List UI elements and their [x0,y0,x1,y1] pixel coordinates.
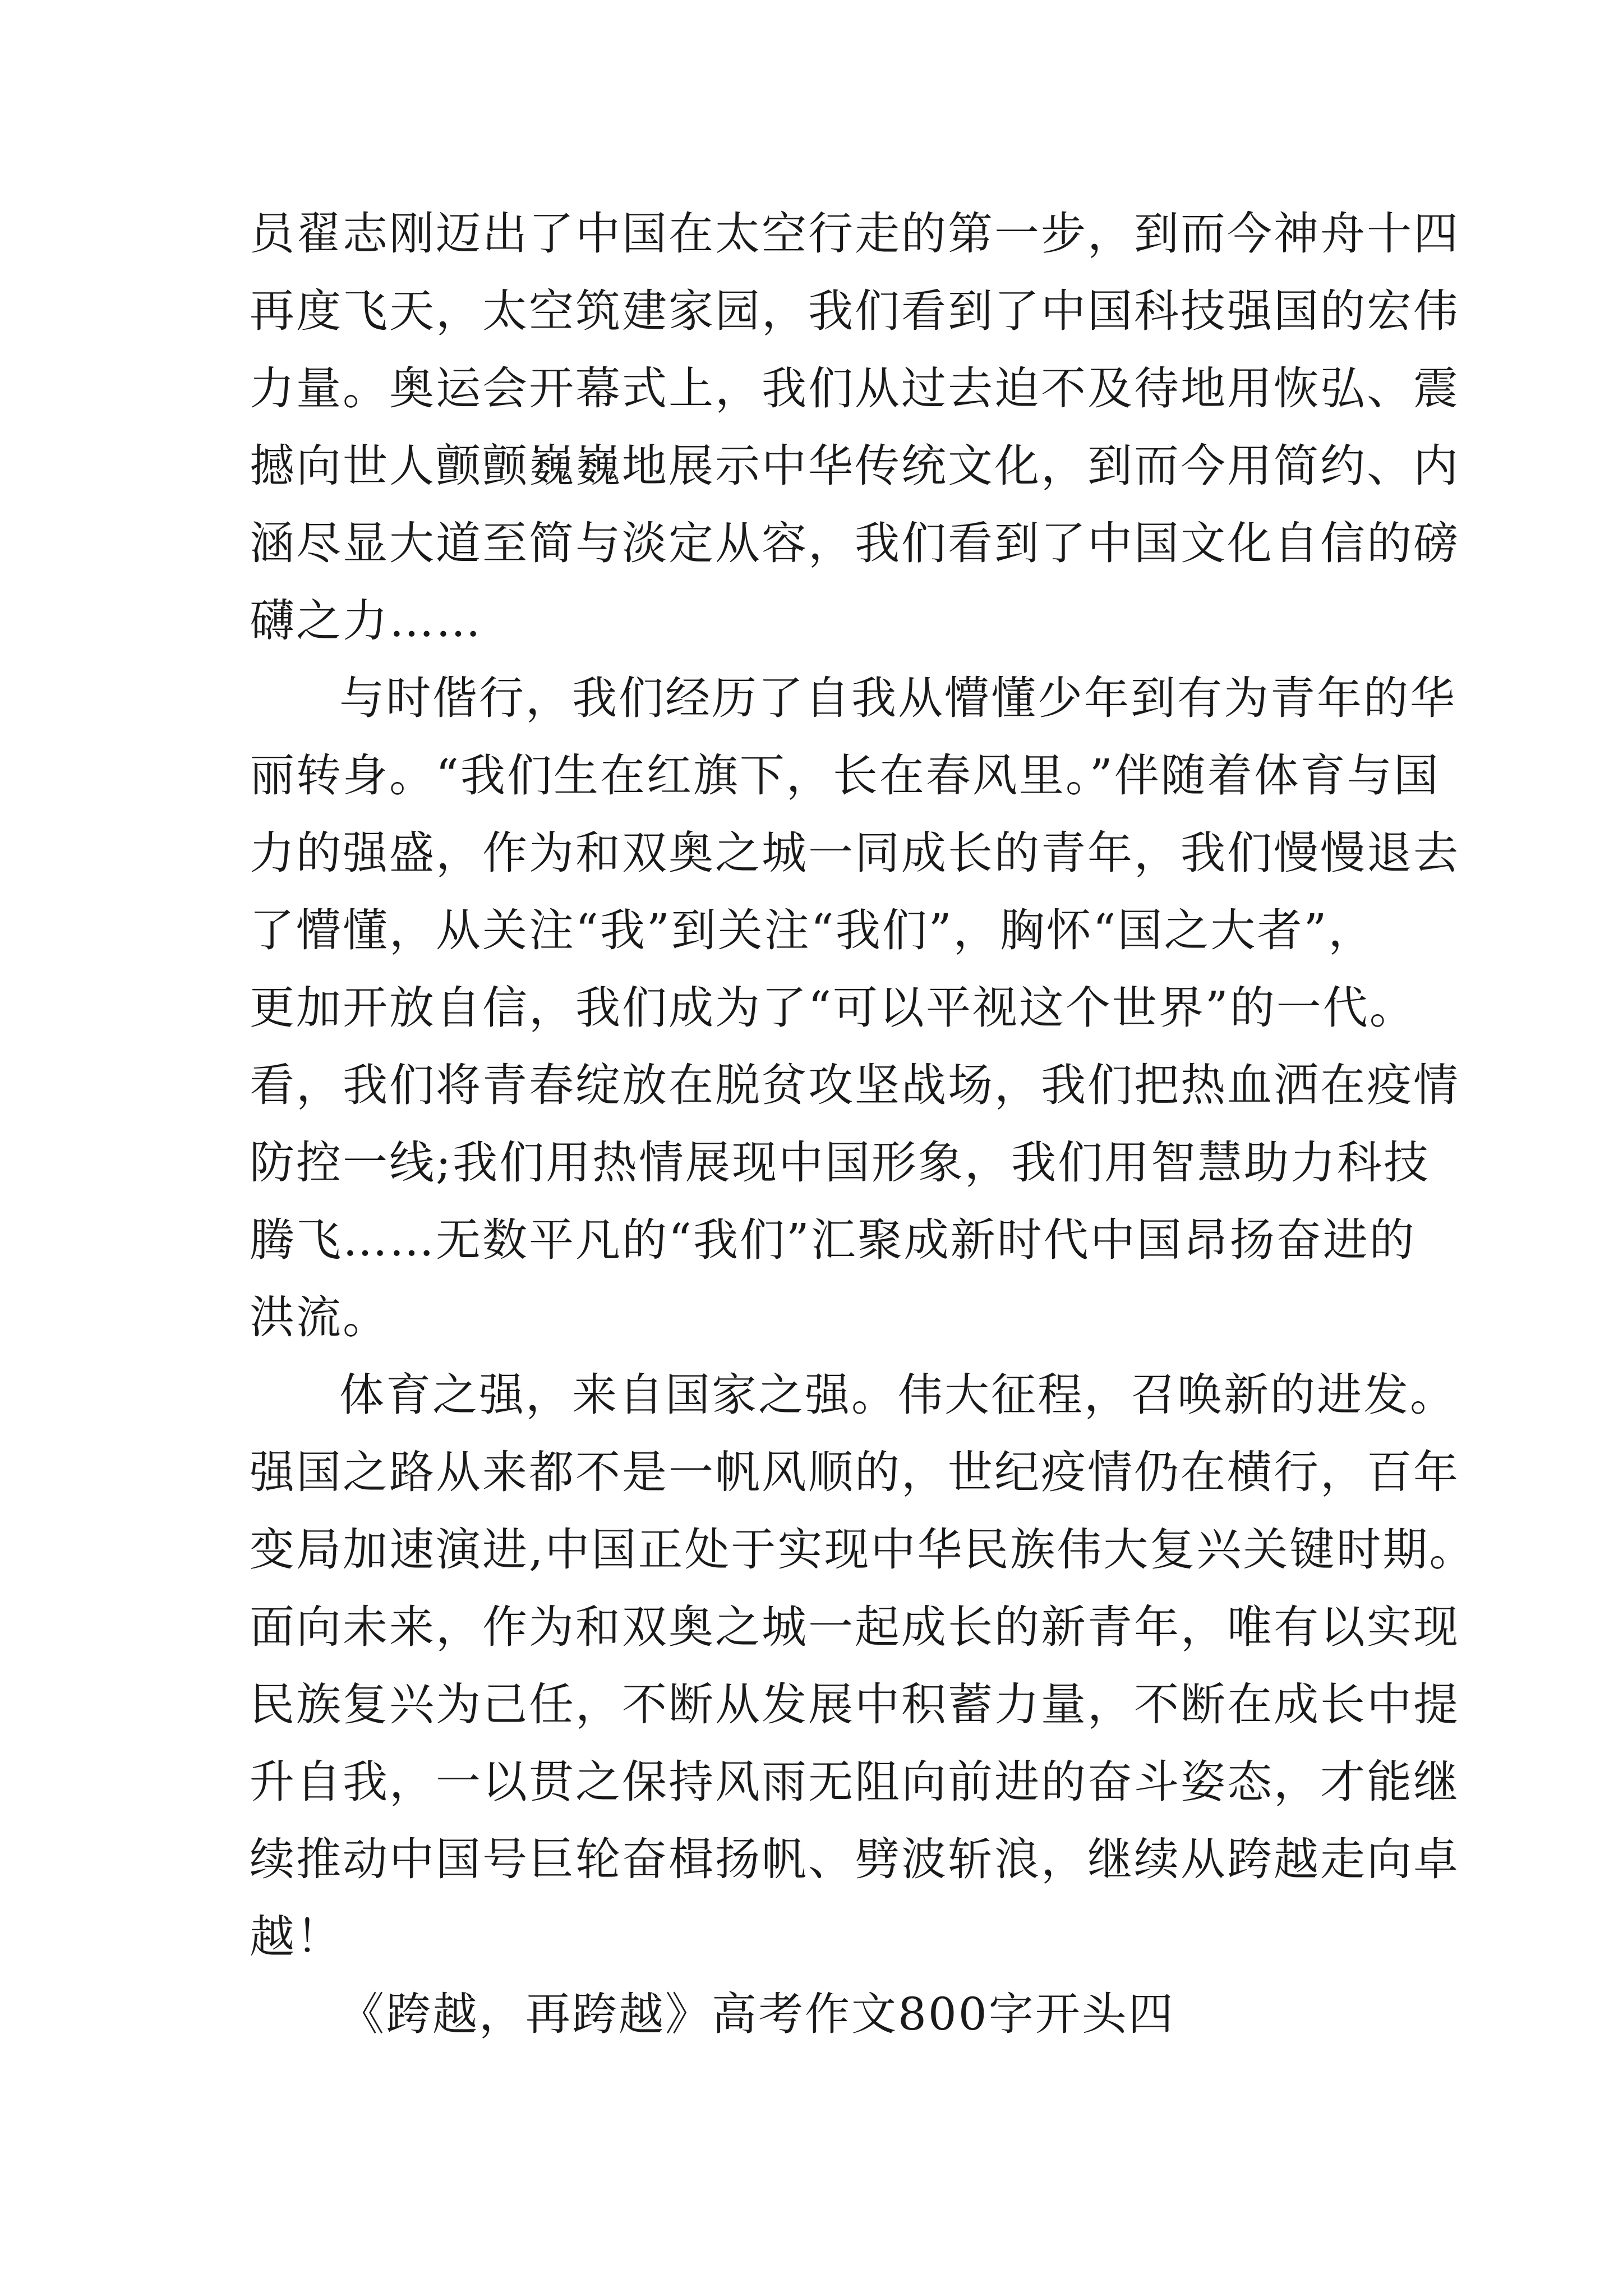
text-line: 续推动中国号巨轮奋楫扬帆、劈波斩浪，继续从跨越走向卓 [250,1833,1460,1885]
text-line: 升自我，一以贯之保持风雨无阻向前进的奋斗姿态，才能继 [250,1756,1460,1808]
text-line: 越！ [250,1911,343,1963]
text-line: 面向未来，作为和双奥之城一起成长的新青年，唯有以实现 [250,1601,1460,1653]
text-line: 礴之力…… [250,595,482,647]
text-line: 丽转身。“我们生在红旗下，长在春风里。”伴随着体育与国 [250,749,1440,802]
text-line: 员翟志刚迈出了中国在太空行走的第一步，到而今神舟十四 [250,208,1460,260]
paragraph-start-line: 与时偕行，我们经历了自我从懵懂少年到有为青年的华 [339,672,1456,724]
text-line: 腾飞……无数平凡的“我们”汇聚成新时代中国昂扬奋进的 [250,1214,1416,1266]
text-line: 防控一线;我们用热情展现中国形象，我们用智慧助力科技 [250,1137,1430,1189]
text-line: 涵尽显大道至简与淡定从容，我们看到了中国文化自信的磅 [250,517,1460,569]
text-line: 变局加速演进,中国正处于实现中华民族伟大复兴关键时期。 [250,1524,1476,1576]
text-line: 再度飞天，太空筑建家园，我们看到了中国科技强国的宏伟 [250,285,1460,337]
text-line: 民族复兴为己任，不断从发展中积蓄力量，不断在成长中提 [250,1678,1460,1731]
text-line: 力的强盛，作为和双奥之城一同成长的青年，我们慢慢退去 [250,827,1460,879]
paragraph-start-line: 体育之强，来自国家之强。伟大征程，召唤新的进发。 [339,1369,1456,1421]
text-line: 更加开放自信，我们成为了“可以平视这个世界”的一代。 [250,982,1416,1034]
body-text [250,195,1476,2053]
text-line: 看，我们将青春绽放在脱贫攻坚战场，我们把热血洒在疫情 [250,1059,1460,1111]
text-line: 洪流。 [250,1291,389,1343]
text-line: 强国之路从来都不是一帆风顺的，世纪疫情仍在横行，百年 [250,1446,1460,1498]
section-heading: 《跨越，再跨越》高考作文800字开头四 [339,1988,1175,2040]
text-line: 了懵懂，从关注“我”到关注“我们”，胸怀“国之大者”， [250,904,1375,956]
text-line: 力量。奥运会开幕式上，我们从过去迫不及待地用恢弘、震 [250,362,1460,415]
text-line: 撼向世人颤颤巍巍地展示中华传统文化，到而今用简约、内 [250,440,1460,492]
